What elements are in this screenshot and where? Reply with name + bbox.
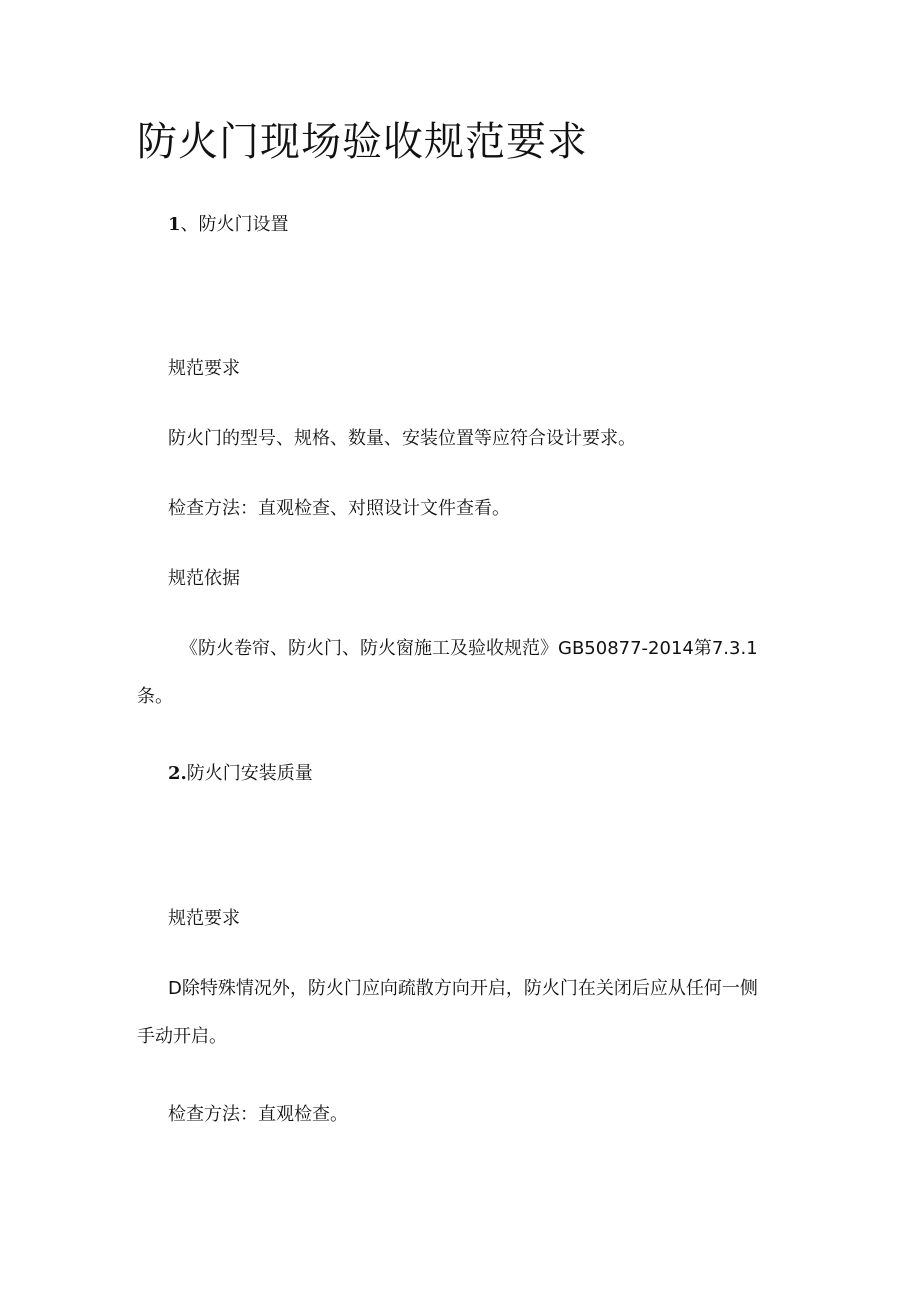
section-1-basis-text-line-1: 《防火卷帘、防火门、防火窗施工及验收规范》GB50877-2014第7.3.1 [180,638,758,659]
section-2-inspection-method: 检查方法：直观检查。 [168,1104,348,1125]
section-2-number: 2. [168,763,187,784]
section-1-requirement-label: 规范要求 [168,358,240,379]
section-1-requirement-text: 防火门的型号、规格、数量、安装位置等应符合设计要求。 [168,428,636,449]
section-2-requirement-text-line-2: 手动开启。 [137,1026,227,1047]
section-2-requirement-text-line-1: D除特殊情况外，防火门应向疏散方向开启，防火门在关闭后应从任何一侧 [168,978,758,999]
section-2-requirement-label: 规范要求 [168,908,240,929]
section-1-heading-text: 、防火门设置 [180,214,289,235]
section-2-heading [168,762,313,786]
section-2-heading-text: 防火门安装质量 [186,763,313,784]
section-1-heading [168,213,289,237]
section-1-basis-text-line-2: 条。 [137,686,173,707]
document-title: 防火门现场验收规范要求 [137,119,588,165]
section-1-basis-label: 规范依据 [168,568,240,589]
section-1-inspection-method: 检查方法：直观检查、对照设计文件查看。 [168,498,510,519]
section-1-number: 1 [168,214,181,235]
